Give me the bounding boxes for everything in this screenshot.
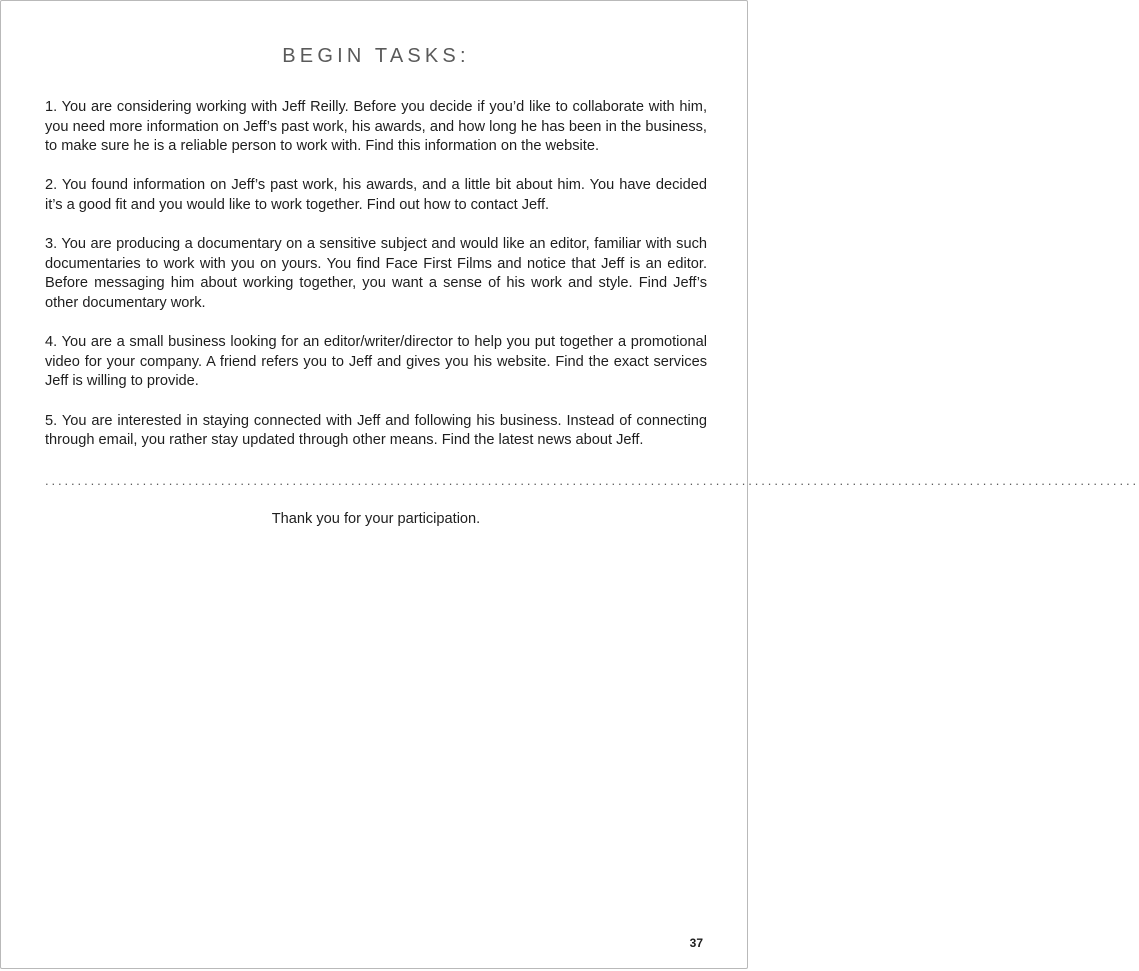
dotted-divider: ........................................................................................................................................................................ <box>45 473 1139 488</box>
task-item-5: 5. You are interested in staying connected with Jeff and following his business. Instead of connecting through email, you rather stay updated through other means. Find the latest news about Jeff. <box>45 412 707 449</box>
task-list <box>45 98 707 470</box>
page-title: BEGIN TASKS: <box>282 45 470 67</box>
task-item-3: 3. You are producing a documentary on a sensitive subject and would like an editor, familiar with such documentaries to work with you on yours. You find Face First Films and notice that Jeff is an editor. Before messaging him about working together, you want a sense of his work and style. Find Jeff’s other documentary work. <box>45 236 707 311</box>
closing-message: Thank you for your participation. <box>271 511 481 527</box>
page-number: 37 <box>689 936 703 950</box>
task-item-2: 2. You found information on Jeff’s past work, his awards, and a little bit about him. You have decided it’s a good fit and you would like to work together. Find out how to contact Jeff. <box>45 177 707 213</box>
task-item-4: 4. You are a small business looking for an editor/writer/director to help you put together a promotional video for your company. A friend refers you to Jeff and gives you his website. Find the exact services Jeff is willing to provide. <box>45 334 707 390</box>
task-item-1: 1. You are considering working with Jeff Reilly. Before you decide if you’d like to collaborate with him, you need more information on Jeff’s past work, his awards, and how long he has been in the business, to make sure he is a reliable person to work with. Find this information on the website. <box>45 99 707 155</box>
